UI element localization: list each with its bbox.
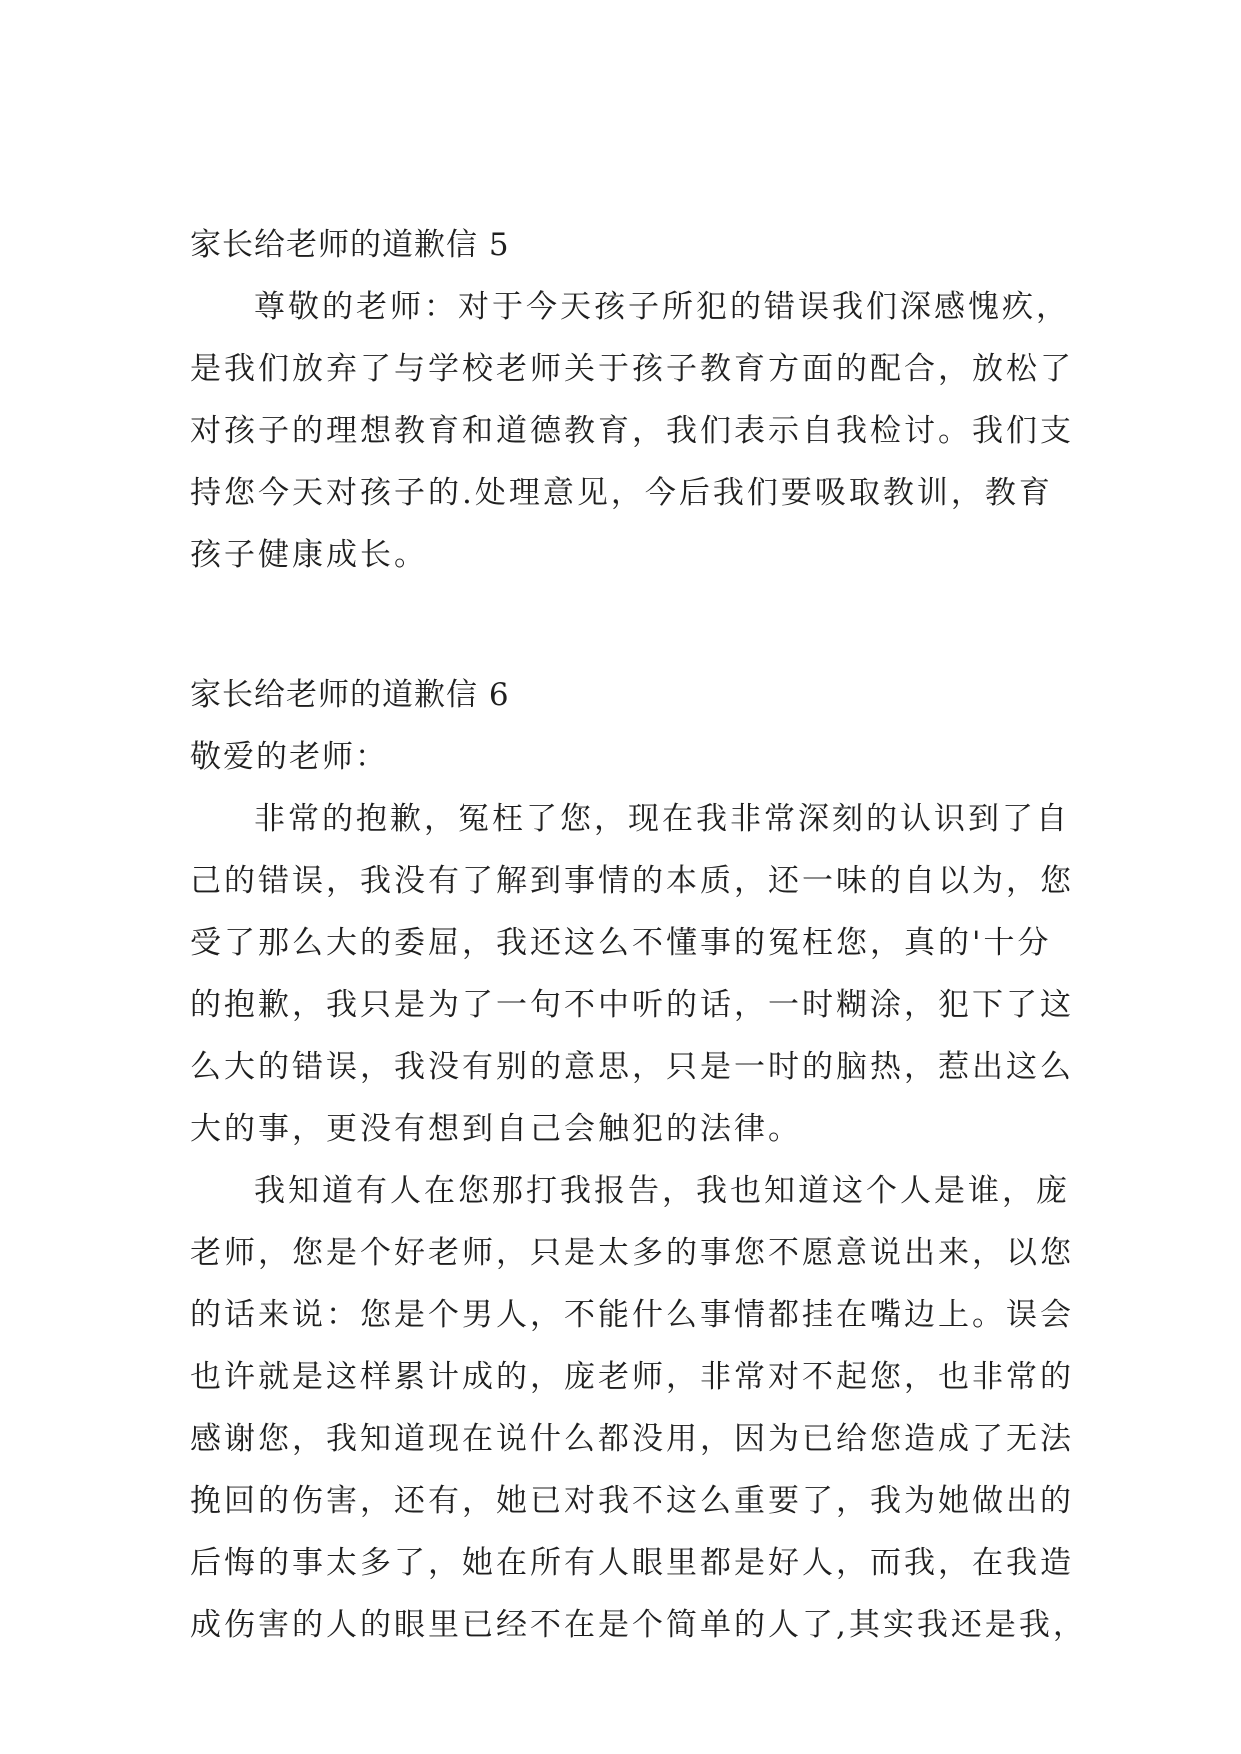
paragraph-line: 也许就是这样累计成的，庞老师，非常对不起您，也非常的 — [190, 1359, 1074, 1395]
paragraph-line: 的话来说：您是个男人，不能什么事情都挂在嘴边上。误会 — [190, 1297, 1074, 1333]
paragraph-line: 己的错误，我没有了解到事情的本质，还一味的自以为，您 — [190, 863, 1074, 899]
paragraph-line: 持您今天对孩子的.处理意见，今后我们要吸取教训，教育 — [190, 475, 1053, 511]
paragraph-line: 感谢您，我知道现在说什么都没用，因为已给您造成了无法 — [190, 1421, 1074, 1457]
paragraph-line: 的抱歉，我只是为了一句不中听的话，一时糊涂，犯下了这 — [190, 987, 1074, 1023]
paragraph-s6-1 — [190, 788, 1074, 1160]
section-title-5: 家长给老师的道歉信 5 — [190, 227, 510, 263]
section-title-6: 家长给老师的道歉信 6 — [190, 677, 510, 713]
paragraph-s6-2 — [190, 1160, 1087, 1656]
paragraph-line: 大的事，更没有想到自己会触犯的法律。 — [190, 1111, 802, 1147]
salutation: 敬爱的老师： — [190, 739, 388, 775]
paragraph-line: 我知道有人在您那打我报告，我也知道这个人是谁，庞 — [254, 1173, 1070, 1209]
paragraph-line: 孩子健康成长。 — [190, 537, 428, 573]
paragraph-line: 受了那么大的委屈，我还这么不懂事的冤枉您，真的'十分 — [190, 925, 1052, 961]
paragraph-line: 尊敬的老师：对于今天孩子所犯的错误我们深感愧疚， — [254, 289, 1070, 325]
paragraph-line: 么大的错误，我没有别的意思，只是一时的脑热，惹出这么 — [190, 1049, 1074, 1085]
paragraph-s5-1 — [190, 276, 1074, 586]
document-body — [190, 214, 1087, 1656]
paragraph-line: 非常的抱歉，冤枉了您，现在我非常深刻的认识到了自 — [254, 801, 1070, 837]
paragraph-line: 成伤害的人的眼里已经不在是个简单的人了,其实我还是我， — [190, 1607, 1087, 1643]
paragraph-line: 老师，您是个好老师，只是太多的事您不愿意说出来，以您 — [190, 1235, 1074, 1271]
paragraph-line: 是我们放弃了与学校老师关于孩子教育方面的配合，放松了 — [190, 351, 1074, 387]
paragraph-line: 挽回的伤害，还有，她已对我不这么重要了，我为她做出的 — [190, 1483, 1074, 1519]
paragraph-line: 对孩子的理想教育和道德教育，我们表示自我检讨。我们支 — [190, 413, 1074, 449]
paragraph-line: 后悔的事太多了，她在所有人眼里都是好人，而我，在我造 — [190, 1545, 1074, 1581]
section-spacer — [190, 586, 1070, 664]
